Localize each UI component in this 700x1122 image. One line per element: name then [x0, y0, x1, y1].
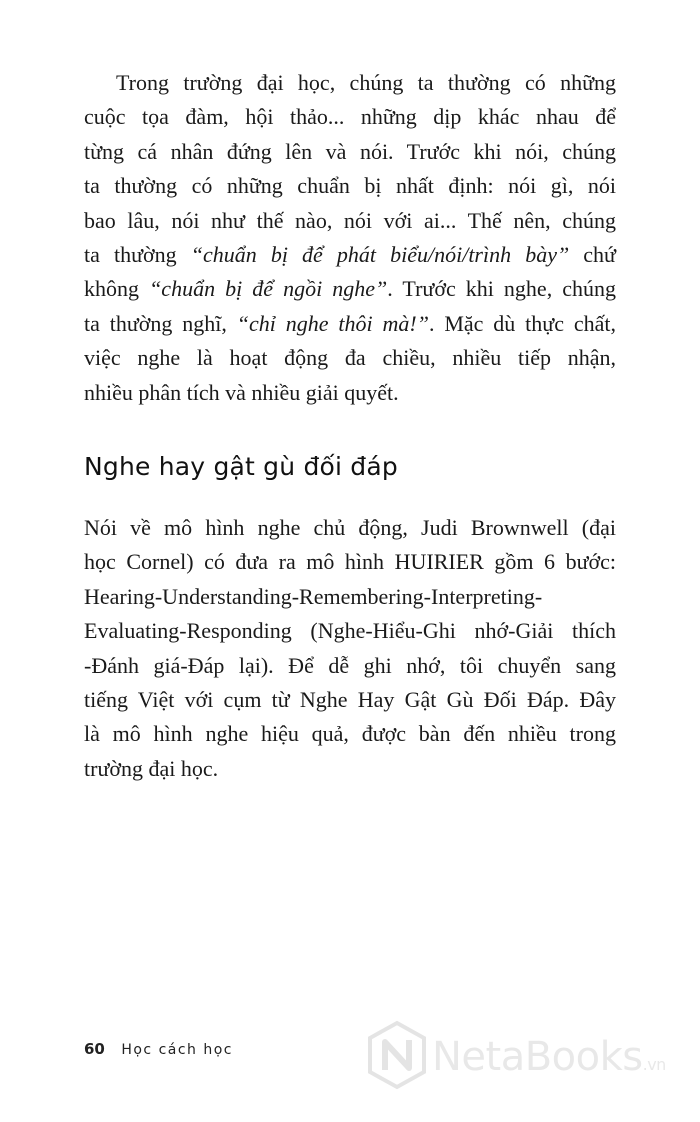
text-segment: . Trước khi nghe, chúng	[387, 276, 617, 302]
text-line	[84, 376, 616, 410]
page-number: 60	[84, 1040, 105, 1058]
watermark	[366, 1020, 686, 1100]
text-segment: Trong trường đại học, chúng ta thường có những	[116, 70, 616, 95]
text-line	[84, 66, 616, 100]
text-line	[84, 717, 616, 751]
paragraph-huirier	[84, 511, 616, 786]
text-segment: cuộc tọa đàm, hội thảo... những dịp khác nhau để	[84, 104, 616, 130]
text-segment: bao lâu, nói như thế nào, nói với ai... Thế nên, chúng	[84, 207, 616, 233]
section-heading: Nghe hay gật gù đối đáp	[84, 452, 398, 481]
text-line	[84, 649, 616, 683]
text-segment: việc nghe là hoạt động đa chiều, nhiều tiếp nhận,	[84, 345, 616, 371]
text-line	[84, 204, 616, 238]
netabooks-logo-icon	[366, 1020, 428, 1090]
text-line	[84, 272, 616, 306]
text-line	[84, 752, 616, 786]
italic-quote: “chỉ nghe thôi mà!”	[236, 310, 429, 336]
text-segment: Nói về mô hình nghe chủ động, Judi Brownwell (đại	[84, 515, 616, 540]
page-footer	[84, 1040, 233, 1058]
text-segment: . Mặc dù thực chất,	[428, 310, 616, 336]
text-segment: ta thường	[84, 242, 191, 268]
text-segment: ta thường nghĩ,	[84, 310, 237, 336]
italic-quote: “chuẩn bị để ngồi nghe”	[149, 276, 388, 302]
text-line	[84, 307, 616, 341]
watermark-brand: NetaBooks.vn	[432, 1034, 666, 1080]
text-line	[84, 614, 616, 648]
text-segment: tiếng Việt với cụm từ Nghe Hay Gật Gù Đối Đáp. Đây	[84, 687, 616, 713]
italic-quote: “chuẩn bị để phát biểu/nói/trình bày”	[190, 242, 570, 268]
text-segment: nhiều phân tích và nhiều giải quyết.	[84, 379, 399, 405]
text-line	[84, 580, 616, 614]
text-segment: không	[84, 276, 150, 302]
text-line	[84, 545, 616, 579]
running-title: Học cách học	[121, 1042, 234, 1058]
text-segment: từng cá nhân đứng lên và nói. Trước khi nói, chúng	[84, 138, 616, 164]
text-segment: học Cornel) có đưa ra mô hình HUIRIER gồm 6 bước:	[84, 549, 616, 575]
text-segment: là mô hình nghe hiệu quả, được bàn đến nhiều trong	[84, 721, 616, 747]
text-line	[84, 238, 616, 272]
text-segment: chứ	[569, 242, 616, 268]
text-line	[84, 341, 616, 375]
text-line	[84, 169, 616, 203]
text-segment: trường đại học.	[84, 755, 219, 781]
text-segment: -Đánh giá-Đáp lại). Để dễ ghi nhớ, tôi chuyển sang	[84, 652, 616, 678]
text-segment: Evaluating-Responding (Nghe-Hiểu-Ghi nhớ-Giải thích	[84, 618, 616, 644]
text-segment: ta thường có những chuẩn bị nhất định: nói gì, nói	[84, 173, 616, 199]
text-segment: Hearing-Understanding-Remembering-Interpreting-	[84, 583, 543, 609]
text-line	[84, 135, 616, 169]
text-line	[84, 511, 616, 545]
text-line	[84, 683, 616, 717]
paragraph-intro	[84, 66, 616, 410]
text-line	[84, 100, 616, 134]
